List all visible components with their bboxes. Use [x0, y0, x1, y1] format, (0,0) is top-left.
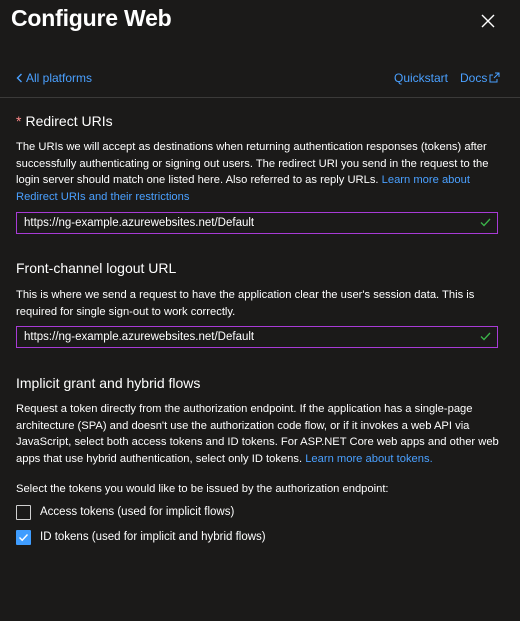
checkmark-icon: [480, 332, 491, 341]
redirect-uris-heading: [16, 113, 113, 129]
close-icon[interactable]: [478, 11, 498, 31]
logout-url-heading: Front-channel logout URL: [16, 260, 177, 276]
access-tokens-checkbox[interactable]: [16, 505, 31, 520]
logout-url-field: [16, 326, 498, 348]
logout-url-description: This is where we send a request to have the application clear the user's session data. This is required for single sign-out to work correctly.: [16, 289, 475, 318]
redirect-uris-description: [16, 139, 502, 205]
implicit-grant-description-text: Request a token directly from the authorization endpoint. If the application has a single-page architecture (SPA) and doesn't use the authorization code flow, or if it invokes a web API via JavaScript, select both access tokens and ID tokens. For ASP.NET Core web apps and other web apps that use hybrid authentication, select only ID tokens.: [16, 403, 499, 465]
required-indicator: *: [16, 113, 22, 129]
chevron-left-icon: [16, 73, 23, 83]
access-tokens-label: Access tokens (used for implicit flows): [40, 506, 235, 518]
redirect-uris-learn-more-link[interactable]: Learn more about Redirect URIs and their restrictions: [16, 174, 470, 203]
id-tokens-checkbox[interactable]: [16, 530, 31, 545]
back-label: All platforms: [26, 71, 93, 85]
tokens-learn-more-link[interactable]: Learn more about tokens.: [305, 452, 433, 465]
top-navigation: [16, 71, 500, 87]
redirect-uris-heading-text: Redirect URIs: [25, 113, 113, 129]
external-link-icon: [489, 72, 500, 83]
panel-title: Configure Web: [11, 5, 172, 31]
implicit-grant-heading: Implicit grant and hybrid flows: [16, 375, 201, 391]
checkmark-icon: [18, 532, 29, 543]
docs-label: Docs: [460, 71, 488, 85]
redirect-uri-input[interactable]: [17, 213, 474, 233]
id-tokens-label: ID tokens (used for implicit and hybrid flows): [40, 531, 266, 543]
redirect-uri-field: [16, 212, 498, 234]
header-divider: [0, 97, 520, 98]
checkmark-icon: [480, 218, 491, 227]
implicit-grant-description: [16, 401, 502, 467]
logout-url-input[interactable]: [17, 327, 474, 347]
docs-link[interactable]: [460, 71, 500, 85]
quickstart-link[interactable]: Quickstart: [394, 71, 449, 85]
back-to-all-platforms-link[interactable]: [16, 71, 92, 85]
redirect-uris-description-text: The URIs we will accept as destinations when returning authentication responses (tokens) after successfully authenticating or signing out users. The redirect URI you send in the request to the login server should match one listed here. Also referred to as reply URLs.: [16, 141, 489, 186]
token-select-prompt: Select the tokens you would like to be issued by the authorization endpoint:: [16, 483, 389, 495]
